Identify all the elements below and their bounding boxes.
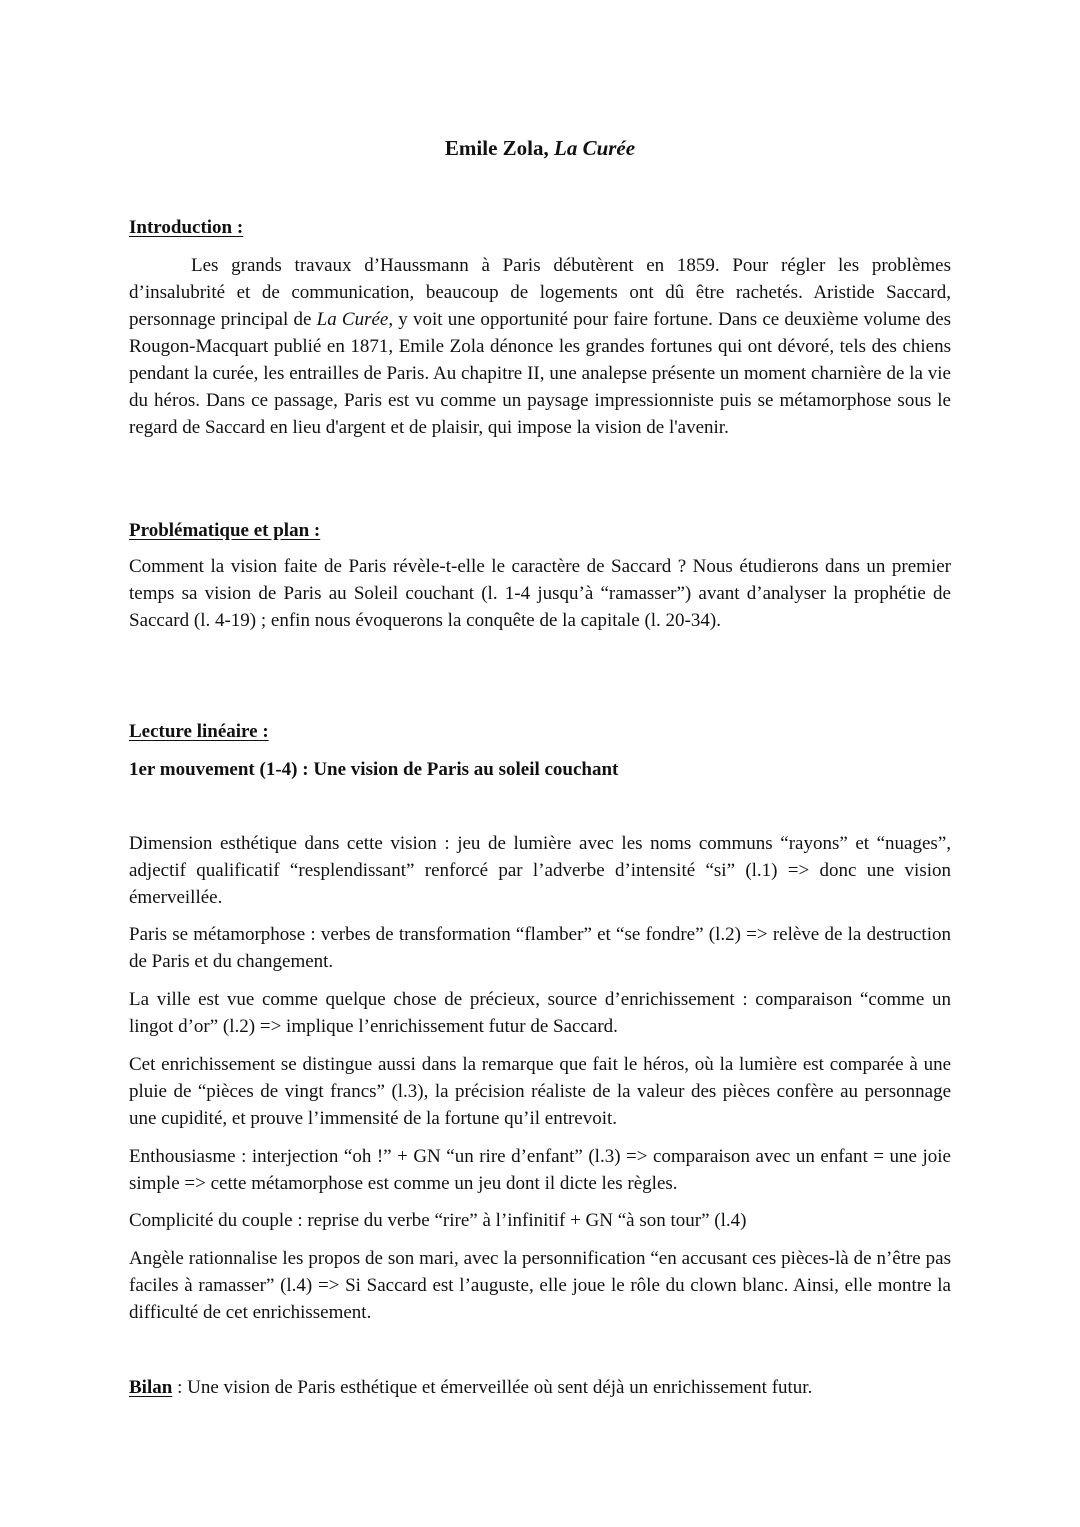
movement-title (129, 756, 951, 783)
document-title (0, 134, 1080, 162)
introduction-section (129, 252, 951, 441)
introduction-paragraph (129, 252, 951, 441)
title-author: Emile Zola, (444, 136, 554, 160)
lecture-heading-text: Lecture linéaire : (129, 721, 269, 742)
problematique-paragraph: Comment la vision faite de Paris révèle-t-elle le caractère de Saccard ? Nous étudierons dans un premier temps sa vision de Paris au Soleil couchant (l. 1-4 jusqu’à “ramasser”) avant d’analyser la prophétie de Saccard (l. 4-19) ; enfin nous évoquerons la conquête de la capitale (l. 20-34). (129, 556, 951, 631)
lecture-paragraph: Angèle rationnalise les propos de son mari, avec la personnification “en accusant ces pièces-là de n’être pas faciles à ramasser” (l.4) => Si Saccard est l’auguste, elle joue le rôle du clown blanc. Ainsi, elle montre la difficulté de cet enrichissement. (129, 1248, 951, 1323)
problematique-section (129, 553, 951, 634)
lecture-paragraph: Enthousiasme : interjection “oh !” + GN “un rire d’enfant” (l.3) => comparaison avec un enfant = une joie simple => cette métamorphose est comme un jeu dont il dicte les règles. (129, 1146, 951, 1194)
movement-title-text: 1er mouvement (1-4) : Une vision de Paris au soleil couchant (129, 759, 619, 780)
introduction-heading-text: Introduction : (129, 217, 244, 238)
bilan-section (129, 1374, 951, 1401)
bilan-label: Bilan (129, 1377, 173, 1398)
introduction-text-1: Les grands travaux d’Haussmann à Paris débutèrent en 1859. Pour régler les problèmes d’insalubrité et de communication, beaucoup de logements ont dû être rachetés. Aristide Saccard, personnage principal de (129, 255, 951, 330)
lecture-paragraph: Complicité du couple : reprise du verbe “rire” à l’infinitif + GN “à son tour” (l.4) (129, 1210, 747, 1231)
lecture-paragraph-2 (129, 921, 951, 975)
lecture-paragraph-5 (129, 1143, 951, 1197)
introduction-text-2: , y voit une opportunité pour faire fortune. Dans ce deuxième volume des Rougon-Macquart publié en 1871, Emile Zola dénonce les grandes fortunes qui ont dévoré, tels des chiens pendant la curée, les entrailles de Paris. Au chapitre II, une analepse présente un moment charnière de la vie du héros. Dans ce passage, Paris est vu comme un paysage impressionniste puis se métamorphose sous le regard de Saccard en lieu d'argent et de plaisir, qui impose la vision de l'avenir. (129, 309, 952, 438)
lecture-paragraph-6 (129, 1207, 951, 1234)
lecture-paragraph: Dimension esthétique dans cette vision : jeu de lumière avec les noms communs “rayons” et “nuages”, adjectif qualificatif “resplendissant” renforcé par l’adverbe d’intensité “si” (l.1) => donc une vision émerveillée. (129, 833, 951, 908)
problematique-heading (129, 517, 951, 544)
bilan-paragraph (129, 1374, 951, 1401)
lecture-paragraph: Cet enrichissement se distingue aussi dans la remarque que fait le héros, où la lumière est comparée à une pluie de “pièces de vingt francs” (l.3), la précision réaliste de la valeur des pièces confère au personnage une cupidité, et prouve l’immensité de la fortune qu’il entrevoit. (129, 1054, 951, 1129)
lecture-paragraph-1 (129, 830, 951, 911)
lecture-paragraph-4 (129, 1051, 951, 1132)
lecture-heading (129, 718, 951, 745)
problematique-heading-text: Problématique et plan : (129, 520, 321, 541)
title-work: La Curée (554, 136, 636, 160)
lecture-paragraph-3 (129, 986, 951, 1040)
bilan-text: : Une vision de Paris esthétique et émerveillée où sent déjà un enrichissement futur. (172, 1377, 813, 1398)
lecture-paragraph: La ville est vue comme quelque chose de précieux, source d’enrichissement : comparaison “comme un lingot d’or” (l.2) => implique l’enrichissement futur de Saccard. (129, 989, 951, 1037)
introduction-work-title: La Curée (316, 309, 389, 330)
lecture-paragraph-7 (129, 1245, 951, 1326)
lecture-paragraph: Paris se métamorphose : verbes de transformation “flamber” et “se fondre” (l.2) => relève de la destruction de Paris et du changement. (129, 924, 951, 972)
introduction-heading (129, 214, 951, 241)
